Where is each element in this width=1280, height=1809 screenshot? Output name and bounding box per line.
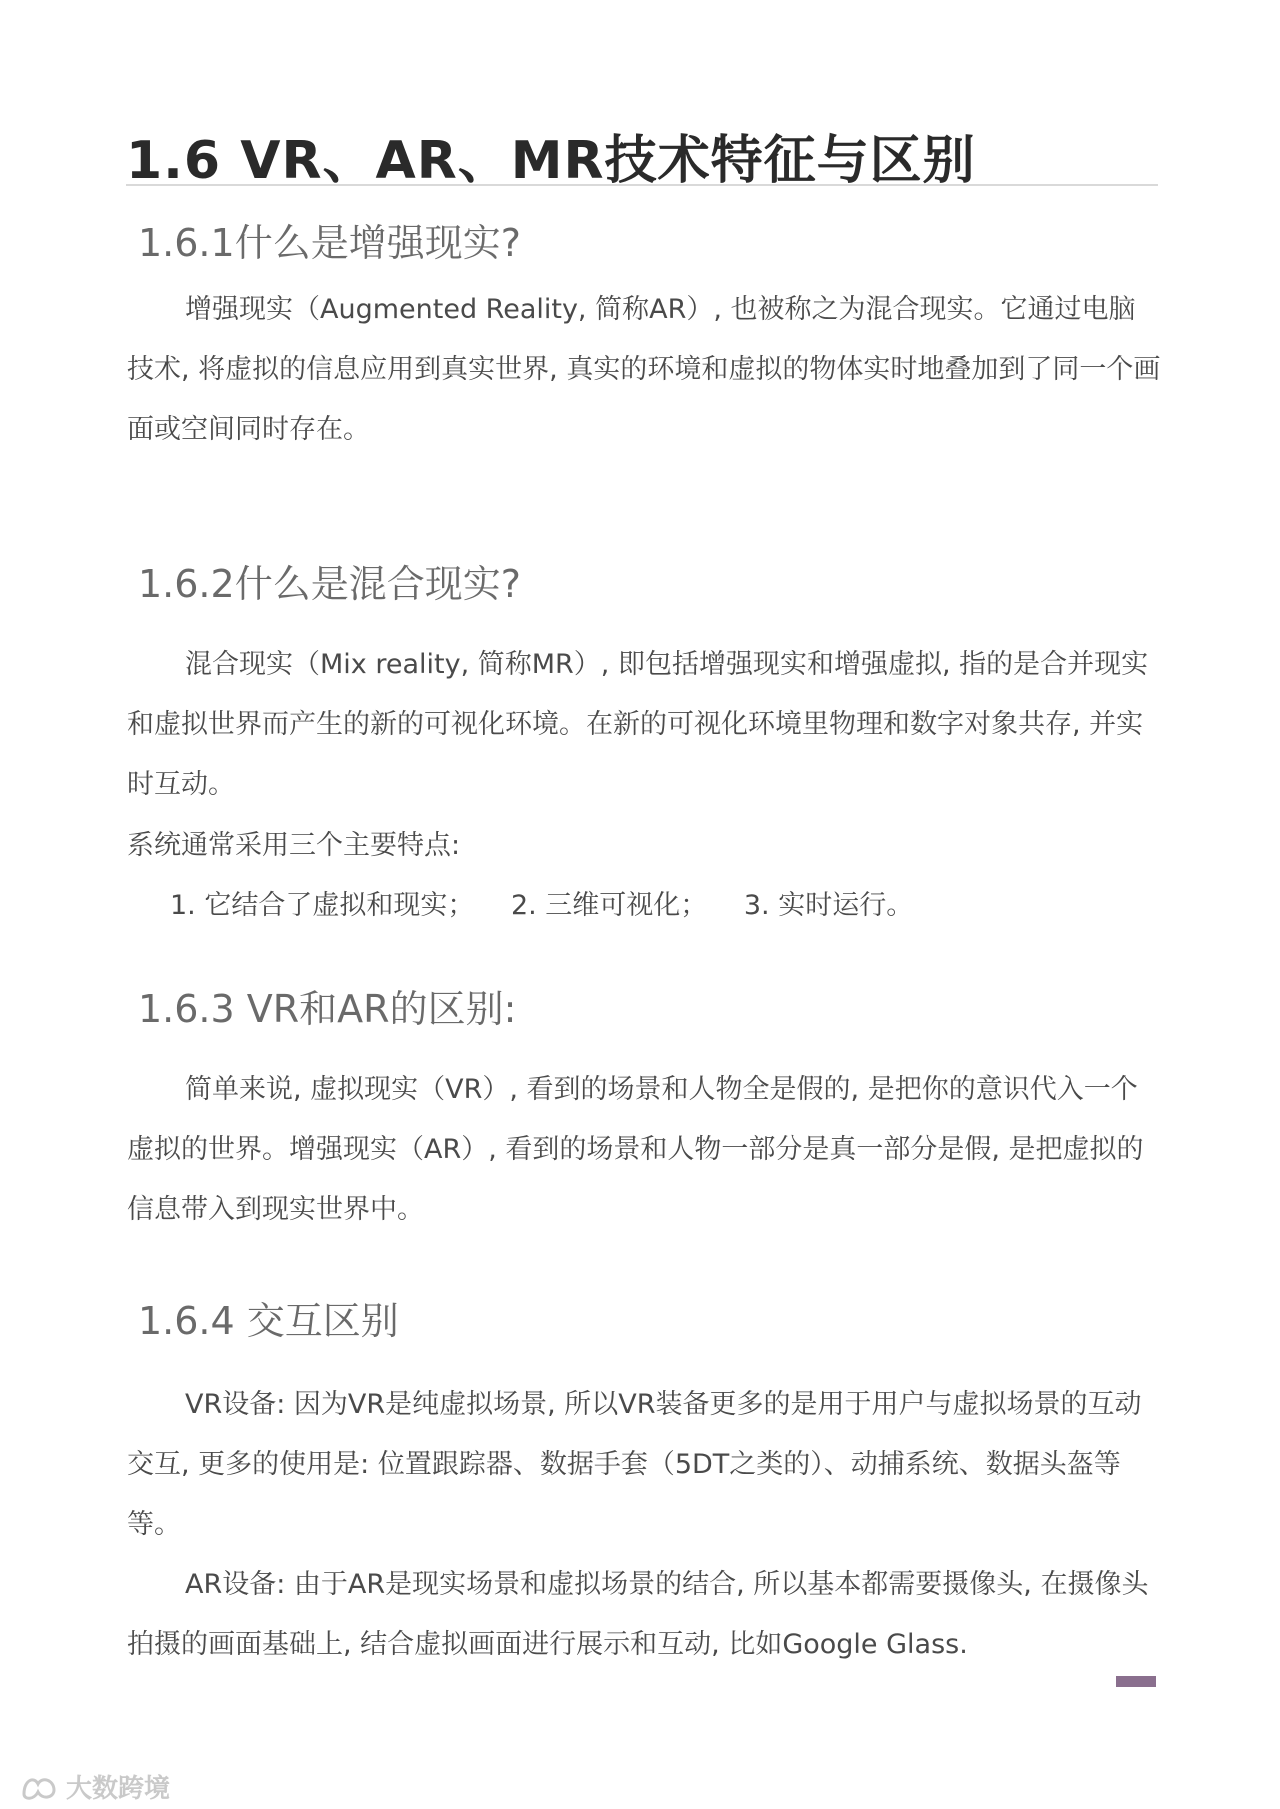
section-heading-ar: 1.6.1什么是增强现实? xyxy=(138,221,521,265)
list-item: 2. 三维可视化； xyxy=(510,890,708,921)
section-heading-vr-ar-difference: 1.6.3 VR和AR的区别: xyxy=(138,987,517,1031)
paragraph-vr-ar-difference: 简单来说, 虚拟现实（VR）, 看到的场景和人物全是假的, 是把你的意识代入一个虚拟的世界。增强现实（AR）, 看到的场景和人物一部分是真一部分是假, 是把虚拟的信息带入到现实世界中。 xyxy=(127,1074,1144,1225)
list-item: 3. 实时运行。 xyxy=(743,890,914,921)
paragraph-vr-devices: VR设备: 因为VR是纯虚拟场景, 所以VR装备更多的是用于用户与虚拟场景的互动交互, 更多的使用是: 位置跟踪器、数据手套（5DT之类的）、动捕系统、数据头盔等等。 xyxy=(127,1389,1142,1540)
watermark-text: 大数跨境 xyxy=(66,1774,171,1804)
title-divider xyxy=(126,184,1158,186)
watermark-logo-icon xyxy=(20,1772,58,1802)
page-title: 1.6 VR、AR、MR技术特征与区别 xyxy=(126,131,976,191)
paragraph-ar-devices: AR设备: 由于AR是现实场景和虚拟场景的结合, 所以基本都需要摄像头, 在摄像头拍摄的画面基础上, 结合虚拟画面进行展示和互动, 比如Google Glass. xyxy=(127,1569,1149,1660)
mr-features-intro: 系统通常采用三个主要特点: xyxy=(127,830,461,861)
paragraph-mr-definition: 混合现实（Mix reality, 简称MR）, 即包括增强现实和增强虚拟, 指的是合并现实和虚拟世界而产生的新的可视化环境。在新的可视化环境里物理和数字对象共存, 并实时互动。 xyxy=(127,649,1149,800)
watermark xyxy=(20,1768,170,1805)
section-heading-interaction-difference: 1.6.4 交互区别 xyxy=(138,1299,399,1343)
accent-bar xyxy=(1116,1676,1156,1687)
list-item: 1. 它结合了虚拟和现实； xyxy=(170,890,475,921)
section-heading-mr: 1.6.2什么是混合现实? xyxy=(138,562,521,606)
paragraph-ar-definition: 增强现实（Augmented Reality, 简称AR）, 也被称之为混合现实。它通过电脑技术, 将虚拟的信息应用到真实世界, 真实的环境和虚拟的物体实时地叠加到了同一个画面或空间同时存在。 xyxy=(127,294,1161,445)
mr-features-list xyxy=(170,876,941,936)
